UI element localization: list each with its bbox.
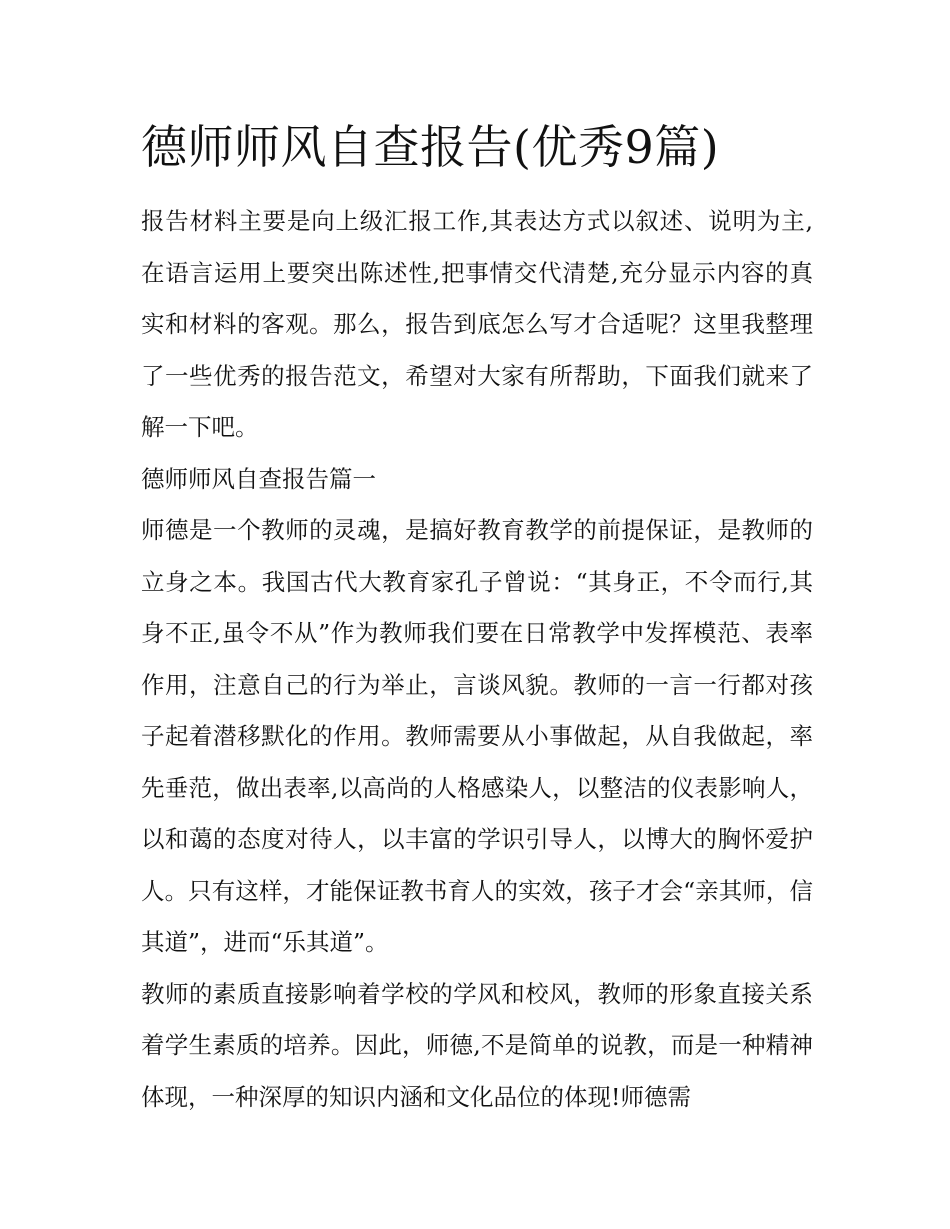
document-body: [141, 196, 813, 1123]
section-heading: 德师师风自查报告篇一: [141, 464, 376, 493]
body-paragraph-1: 师德是一个教师的灵魂，是搞好教育教学的前提保证，是教师的立身之本。我国古代大教育家孔子曾说：“其身正，不令而行,其身不正,虽令不从”作为教师我们要在日常教学中发挥模范、表率作用，注意自己的行为举止，言谈风貌。教师的一言一行都对孩子起着潜移默化的作用。教师需要从小事做起，从自我做起，率先垂范，做出表率,以高尚的人格感染人，以整洁的仪表影响人，以和蔼的态度对待人，以丰富的学识引导人，以博大的胸怀爱护人。只有这样，才能保证教书育人的实效，孩子才会“亲其师，信其道”，进而“乐其道”。: [141, 516, 813, 956]
intro-paragraph: 报告材料主要是向上级汇报工作,其表达方式以叙述、说明为主,在语言运用上要突出陈述性,把事情交代清楚,充分显示内容的真实和材料的客观。那么，报告到底怎么写才合适呢？这里我整理了一些优秀的报告范文，希望对大家有所帮助，下面我们就来了解一下吧。: [141, 207, 813, 441]
document-title: 德师师风自查报告(优秀9篇): [141, 120, 720, 174]
body-paragraph-2: 教师的素质直接影响着学校的学风和校风，教师的形象直接关系着学生素质的培养。因此，师德,不是简单的说教，而是一种精神体现，一种深厚的知识内涵和文化品位的体现!师德需: [141, 979, 813, 1111]
